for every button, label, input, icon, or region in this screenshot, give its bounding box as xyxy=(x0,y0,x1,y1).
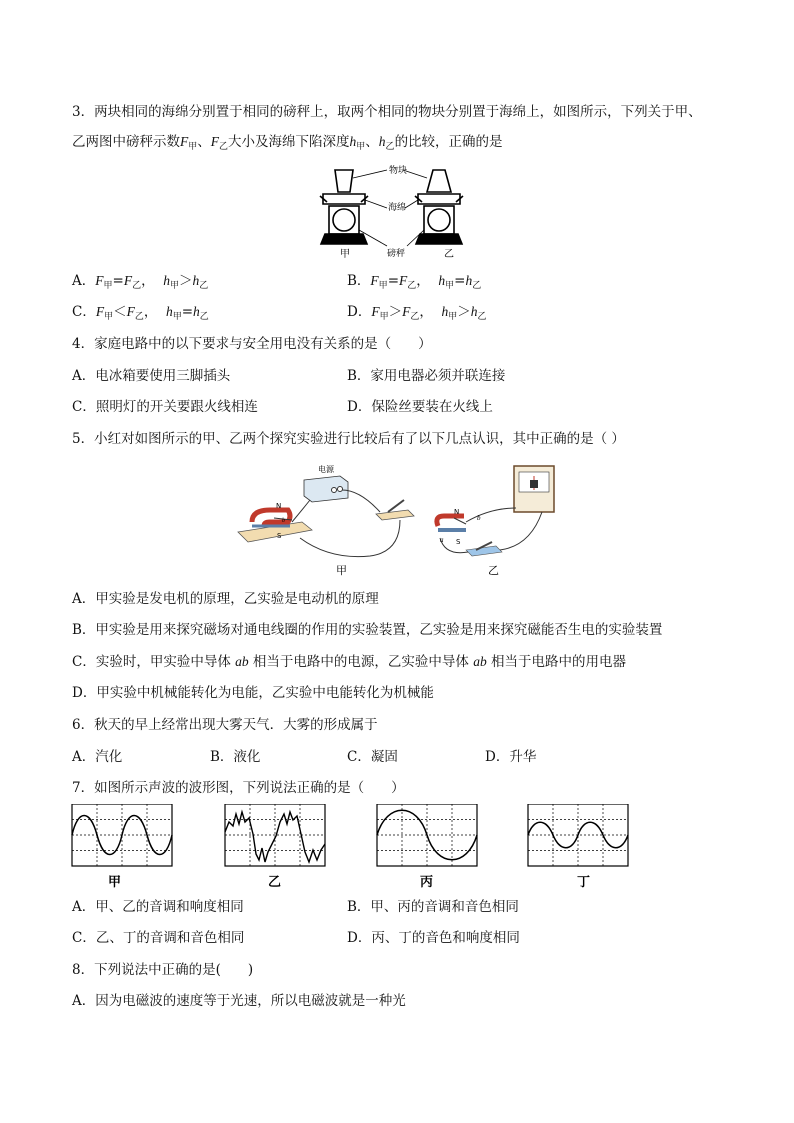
q7-waveforms xyxy=(70,804,630,894)
q7-stem: 7．如图所示声波的波形图，下列说法正确的是（ ） xyxy=(72,780,405,796)
yi-sponge xyxy=(418,194,460,204)
jia-switch-base xyxy=(376,510,414,520)
q5-figure xyxy=(230,460,560,580)
svg-text:N: N xyxy=(276,502,282,510)
q5-stem: 5．小红对如图所示的甲、乙两个探究实验进行比较后有了以下几点认识，其中正确的是（ ） xyxy=(72,431,625,447)
q4-option-b[interactable]: B．家用电器必须并联连接 xyxy=(347,368,506,384)
q5-option-a[interactable]: A．甲实验是发电机的原理，乙实验是电动机的原理 xyxy=(72,591,379,607)
wave-yi xyxy=(225,804,325,866)
q5-option-c[interactable]: C．实验时，甲实验中导体 ab 相当于电路中的电源，乙实验中导体 ab 相当于电路中的用电器 xyxy=(72,654,627,670)
label-scale: 磅秤 xyxy=(387,249,406,259)
yi-scale-dial xyxy=(428,209,450,231)
q6-option-b[interactable]: B．液化 xyxy=(210,749,261,765)
q7-option-a[interactable]: A．甲、乙的音调和响度相同 xyxy=(72,899,244,915)
q4-option-a[interactable]: A．电冰箱要使用三脚插头 xyxy=(72,368,231,384)
q4-option-d[interactable]: D．保险丝要装在火线上 xyxy=(347,399,493,415)
svg-text:b: b xyxy=(282,518,285,524)
wave-ding xyxy=(528,804,628,866)
jia-scale-base xyxy=(321,234,367,244)
label-sponge: 海绵 xyxy=(388,203,407,213)
q5-label-jia: 甲 xyxy=(336,564,347,577)
svg-text:b: b xyxy=(477,514,481,522)
q6-option-a[interactable]: A．汽化 xyxy=(72,749,123,765)
jia-switch-lever xyxy=(388,500,404,512)
jia-scale-dial xyxy=(333,209,355,231)
q8-stem: 8．下列说法中正确的是( ) xyxy=(72,962,254,978)
q5-option-d[interactable]: D．甲实验中机械能转化为电能，乙实验中电能转化为机械能 xyxy=(72,685,434,701)
q3-option-c[interactable]: C．$F_甲<F_乙$， $h_甲=h_乙$ xyxy=(72,304,209,322)
label-yi: 乙 xyxy=(444,249,454,260)
q6-option-d[interactable]: D．升华 xyxy=(485,749,537,765)
q3-stem-line2: 乙两图中磅秤示数$F_甲$、$F_乙$大小及海绵下陷深度$h_甲$、$h_乙$的比较，正确的是 xyxy=(72,134,503,152)
q8-option-a[interactable]: A．因为电磁波的速度等于光速，所以电磁波就是一种光 xyxy=(72,993,406,1009)
svg-text:a: a xyxy=(440,536,444,544)
q4-stem: 4．家庭电路中的以下要求与安全用电没有关系的是（ ） xyxy=(72,336,432,352)
label-jia: 甲 xyxy=(340,249,350,260)
wave-bing xyxy=(377,804,477,866)
q3-stem-line1: 3．两块相同的海绵分别置于相同的磅秤上，取两个相同的物块分别置于海绵上，如图所示，下列关于甲、 xyxy=(72,104,702,120)
svg-text:电源: 电源 xyxy=(318,465,334,474)
q5-label-yi: 乙 xyxy=(488,564,499,577)
q3-option-b[interactable]: B．$F_甲=F_乙$， $h_甲=h_乙$ xyxy=(347,273,482,291)
yi-block xyxy=(427,170,451,192)
svg-text:S: S xyxy=(277,532,282,540)
yi-scale-base xyxy=(416,234,462,244)
wave-label-jia: 甲 xyxy=(108,875,122,890)
wave-label-ding: 丁 xyxy=(577,875,591,890)
q3-figure xyxy=(315,160,490,260)
q5-option-b[interactable]: B．甲实验是用来探究磁场对通电线圈的作用的实验装置，乙实验是用来探究磁能否生电的实验装置 xyxy=(72,622,663,638)
wave-jia xyxy=(72,804,172,866)
svg-text:N: N xyxy=(454,508,460,516)
jia-sponge xyxy=(323,194,365,204)
q3-option-d[interactable]: D．$F_甲>F_乙$， $h_甲>h_乙$ xyxy=(347,304,487,322)
q7-option-d[interactable]: D．丙、丁的音色和响度相同 xyxy=(347,930,520,946)
q7-option-b[interactable]: B．甲、丙的音调和音色相同 xyxy=(347,899,519,915)
label-block: 物块 xyxy=(389,166,408,176)
q3-option-a[interactable]: A．$F_甲=F_乙$， $h_甲>h_乙$ xyxy=(72,273,209,291)
q6-stem: 6．秋天的早上经常出现大雾天气．大雾的形成属于 xyxy=(72,717,378,733)
q7-option-c[interactable]: C．乙、丁的音调和音色相同 xyxy=(72,930,245,946)
wave-label-yi: 乙 xyxy=(268,875,282,890)
q4-option-c[interactable]: C．照明灯的开关要跟火线相连 xyxy=(72,399,258,415)
yi-switch-base xyxy=(466,546,502,556)
q6-option-c[interactable]: C．凝固 xyxy=(347,749,398,765)
jia-block xyxy=(335,170,353,192)
svg-text:S: S xyxy=(456,538,461,546)
wave-label-bing: 丙 xyxy=(420,875,434,890)
